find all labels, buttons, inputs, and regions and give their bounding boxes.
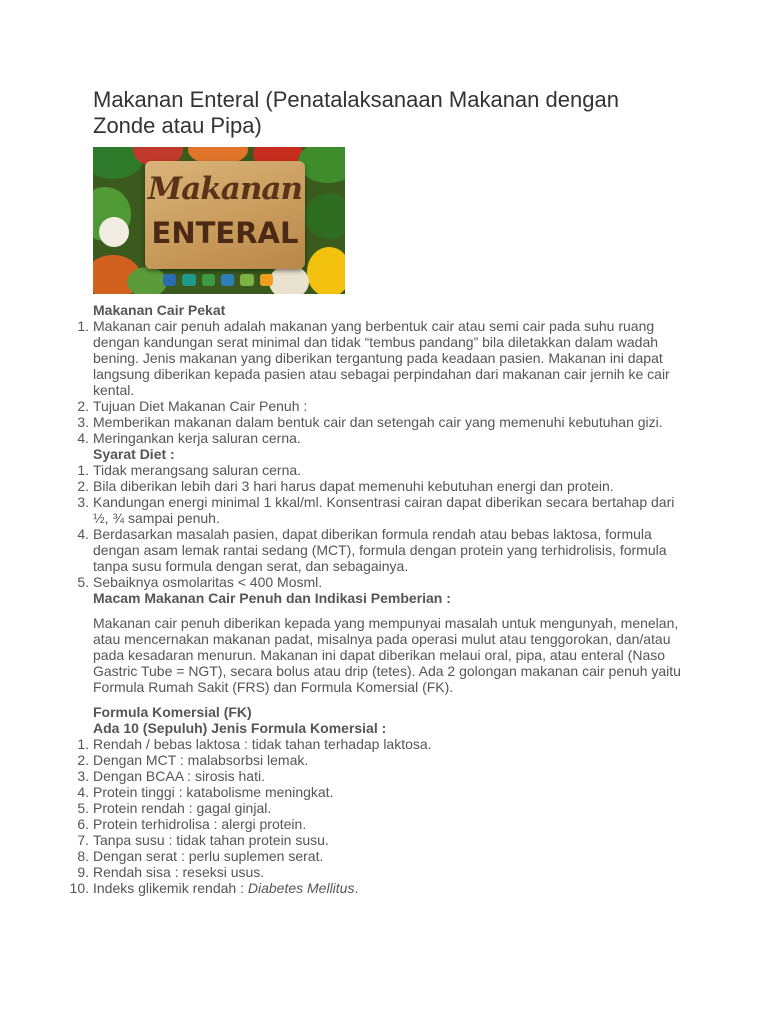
sign-script-text: Makanan [147, 171, 303, 207]
vegetable-shape [99, 217, 129, 247]
list-number: 2. [77, 398, 89, 414]
spacer [93, 606, 683, 615]
sign-block-text: ENTERAL [151, 216, 299, 250]
vegetable-shape [307, 247, 345, 294]
logo-icon [260, 274, 273, 286]
list-item [77, 784, 683, 800]
list-number: 5. [77, 800, 89, 816]
list-number: 3. [77, 414, 89, 430]
list-number: 4. [77, 430, 89, 446]
list-item-italic-term: Diabetes Mellitus [247, 880, 355, 896]
list-item-text: Bila diberikan lebih dari 3 hari harus dapat memenuhi kebutuhan energi dan protein. [93, 478, 614, 494]
list-item [77, 832, 683, 848]
list-item-text: Memberikan makanan dalam bentuk cair dan setengah cair yang memenuhi kebutuhan gizi. [93, 414, 663, 430]
list-number: 2. [77, 752, 89, 768]
list-item [69, 880, 683, 896]
list-item-text: Tanpa susu : tidak tahan protein susu. [93, 832, 329, 848]
section-heading: Syarat Diet : [93, 446, 175, 462]
list-item [77, 574, 683, 590]
wooden-sign [145, 161, 305, 269]
enteral-food-image [93, 147, 345, 294]
list-item-text: Berdasarkan masalah pasien, dapat diberikan formula rendah atau bebas laktosa, formula dengan asam lemak rantai sedang (MCT), formula dengan protein yang terhidrolisis, formula tanpa susu formula dengan serat, dan sebagainya. [93, 526, 667, 574]
list-number: 4. [77, 526, 89, 542]
page-title: Makanan Enteral (Penatalaksanaan Makanan dengan Zonde atau Pipa) [93, 87, 619, 138]
paragraph: Makanan cair penuh diberikan kepada yang mempunyai masalah untuk mengunyah, menelan, atau mencernakan makanan padat, misalnya pada operasi mulut atau tenggorokan, dan/atau pada kesadaran menurun. Makanan ini dapat diberikan melaui oral, pipa, atau enteral (Naso Gastric Tube = NGT), secara bolus atau drip (tetes). Ada 2 golongan makanan cair penuh yaitu Formula Rumah Sakit (FRS) dan Formula Komersial (FK). [93, 615, 681, 695]
list-item-text-suffix: . [354, 880, 359, 896]
sponsor-logos [163, 272, 273, 288]
list-item-text: Protein tinggi : katabolisme meningkat. [93, 784, 334, 800]
section-subheading: Ada 10 (Sepuluh) Jenis Formula Komersial : [93, 720, 387, 736]
list-item [77, 318, 683, 398]
list-item-text: Rendah / bebas laktosa : tidak tahan terhadap laktosa. [93, 736, 432, 752]
list-number: 3. [77, 494, 89, 510]
list-number: 4. [77, 784, 89, 800]
list-item-text: Tidak merangsang saluran cerna. [93, 462, 302, 478]
document-page [69, 87, 683, 896]
list-item [77, 494, 683, 526]
list-item [77, 848, 683, 864]
list-number: 1. [77, 462, 89, 478]
list-item-text [93, 880, 683, 896]
logo-icon [240, 274, 253, 286]
logo-icon [221, 274, 234, 286]
list-item-text: Protein rendah : gagal ginjal. [93, 800, 272, 816]
list-item-text: Rendah sisa : reseksi usus. [93, 864, 265, 880]
list-number: 2. [77, 478, 89, 494]
list-item [77, 430, 683, 446]
list-item-text: Protein terhidrolisa : alergi protein. [93, 816, 307, 832]
vegetable-shape [269, 265, 309, 294]
list-number: 5. [77, 574, 89, 590]
logo-icon [182, 274, 195, 286]
logo-icon [163, 274, 176, 286]
logo-icon [202, 274, 215, 286]
list-item [77, 800, 683, 816]
list-number: 9. [77, 864, 89, 880]
list-item-text: Dengan serat : perlu suplemen serat. [93, 848, 324, 864]
list-item-text: Kandungan energi minimal 1 kkal/ml. Konsentrasi cairan dapat diberikan secara bertahap dari ½, ¾ sampai penuh. [93, 494, 675, 526]
list-item-text: Meringankan kerja saluran cerna. [93, 430, 301, 446]
section-heading: Makanan Cair Pekat [93, 302, 226, 318]
list-number: 7. [77, 832, 89, 848]
section-heading: Macam Makanan Cair Penuh dan Indikasi Pemberian : [93, 590, 451, 606]
list-item [77, 752, 683, 768]
vegetable-shape [305, 193, 345, 239]
list-number: 8. [77, 848, 89, 864]
vegetable-shape [127, 267, 167, 294]
section-heading: Formula Komersial (FK) [93, 704, 252, 720]
list-number: 1. [77, 318, 89, 334]
list-number: 3. [77, 768, 89, 784]
list-number: 10. [69, 880, 89, 896]
list-item [77, 816, 683, 832]
list-number: 1. [77, 736, 89, 752]
list-item [77, 736, 683, 752]
list-item-text: Makanan cair penuh adalah makanan yang berbentuk cair atau semi cair pada suhu ruang dengan kandungan serat minimal dan tidak “tembus pandang” bila diletakkan dalam wadah bening. Jenis makanan yang diberikan tergantung pada keadaan pasien. Makanan ini dapat langsung diberikan kepada pasien atau sebagai perpindahan dari makanan cair jernih ke cair kental. [93, 318, 670, 398]
list-item [77, 526, 683, 574]
list-item-text: Tujuan Diet Makanan Cair Penuh : [93, 398, 308, 414]
list-item-text: Sebaiknya osmolaritas < 400 Mosml. [93, 574, 323, 590]
list-item [77, 864, 683, 880]
list-item [77, 398, 683, 414]
list-item [77, 478, 683, 494]
list-item [77, 462, 683, 478]
list-item [77, 768, 683, 784]
document-body [69, 302, 683, 896]
list-item-text: Dengan BCAA : sirosis hati. [93, 768, 265, 784]
list-item-text: Dengan MCT : malabsorbsi lemak. [93, 752, 309, 768]
list-item-text-prefix: Indeks glikemik rendah : [93, 880, 248, 896]
vegetable-shape [298, 147, 345, 183]
spacer [93, 695, 683, 704]
list-number: 6. [77, 816, 89, 832]
list-item [77, 414, 683, 430]
